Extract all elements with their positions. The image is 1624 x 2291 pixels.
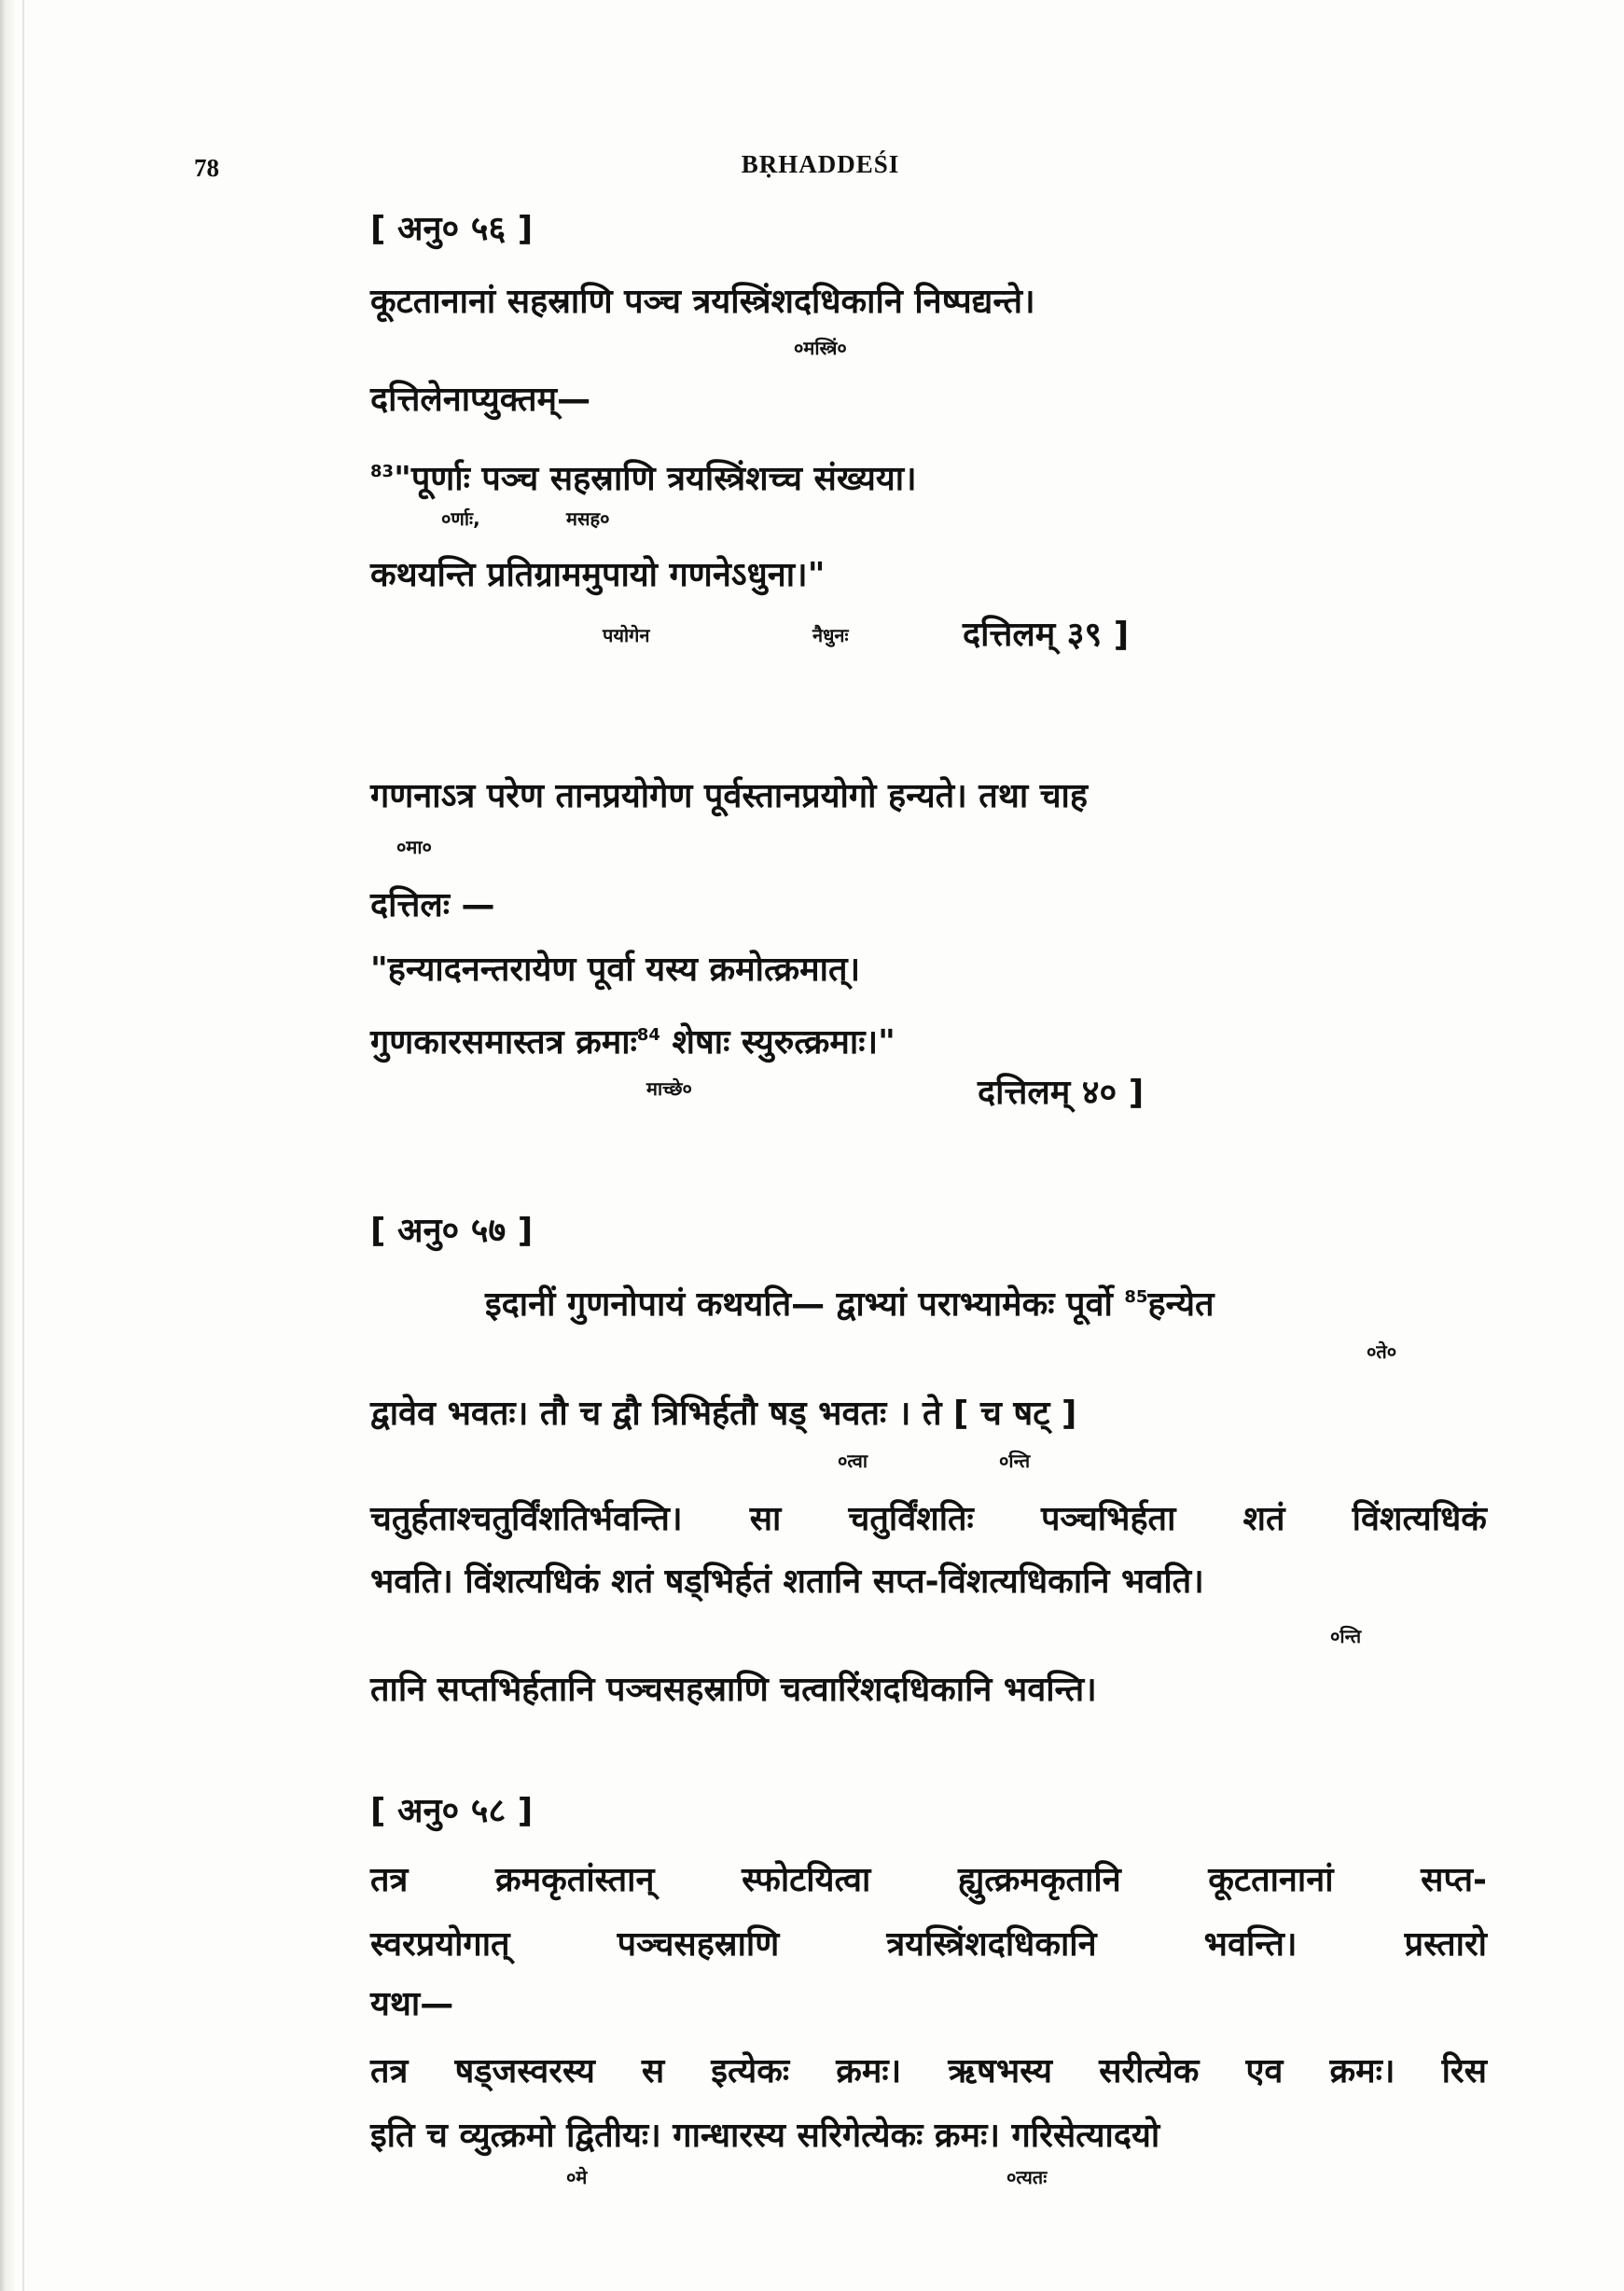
page-number: 78 xyxy=(194,154,219,182)
variant-note: ०मस्त्रिं० xyxy=(794,337,847,359)
word: पञ्चभिर्हता xyxy=(1040,1500,1176,1538)
line-text: हन्येत xyxy=(1147,1285,1215,1324)
verse-text: "पूर्णाः पञ्च सहस्राणि त्रयस्त्रिंशच्च संख्यया। xyxy=(394,460,917,498)
word: इत्येकः xyxy=(711,2052,790,2090)
scan-edge-line xyxy=(22,0,24,2291)
word: पञ्चसहस्राणि xyxy=(617,1925,780,1964)
word: रिस xyxy=(1441,2052,1487,2090)
verse-text: शेषाः स्युरुत्क्रमाः।" xyxy=(659,1023,895,1062)
variant-note: ०मे xyxy=(566,2166,588,2188)
verse-citation: दत्तिलम् ४० ] xyxy=(978,1074,1145,1112)
text-line: यथा— xyxy=(370,1985,454,2023)
verse-line xyxy=(370,1012,895,1066)
variant-note: पयोगेन xyxy=(603,624,650,646)
word: क्रमः। xyxy=(1329,2052,1395,2090)
word: क्रमः। xyxy=(836,2052,902,2090)
word: क्रमकृतांस्तान् xyxy=(494,1861,655,1899)
text-line xyxy=(370,1496,1487,1543)
variant-note: ०मा० xyxy=(396,836,432,858)
word: ह्युत्क्रमकृतानि xyxy=(957,1861,1121,1899)
variant-note: माच्छे० xyxy=(646,1077,692,1100)
text-line: द्वावेव भवतः। तौ च द्वौ त्रिभिर्हतौ षड् भवतः । ते [ च षट् ] xyxy=(370,1395,1077,1433)
speaker-line: दत्तिलः — xyxy=(370,886,495,924)
text-line: दत्तिलेनाप्युक्तम्— xyxy=(370,381,591,419)
variant-note: ०त्यतः xyxy=(1006,2166,1048,2188)
line-text: इदानीं गुणनोपायं कथयति— द्वाभ्यां पराभ्यामेकः पूर्वो xyxy=(485,1285,1125,1324)
section-heading-57: [ अनु० ५७ ] xyxy=(370,1212,534,1250)
binding-shadow xyxy=(0,0,15,2291)
word: तत्र xyxy=(370,1861,409,1899)
word: कूटतानानां xyxy=(1208,1861,1334,1899)
text-line: भवति। विंशत्यधिकं शतं षड्भिर्हतं शतानि सप्त-विंशत्यधिकानि भवति। xyxy=(370,1562,1204,1601)
running-title: BṚHADDEŚI xyxy=(741,150,900,178)
text-line: तानि सप्तभिर्हतानि पञ्चसहस्राणि चत्वारिंशदधिकानि भवन्ति। xyxy=(370,1671,1097,1709)
word: षड्जस्वरस्य xyxy=(454,2052,595,2090)
word: प्रस्तारो xyxy=(1404,1925,1487,1964)
variant-note: ०न्ति xyxy=(999,1450,1031,1472)
variant-note: ०त्वा xyxy=(838,1450,868,1472)
text-line xyxy=(370,1857,1487,1904)
word: सप्त- xyxy=(1421,1861,1487,1899)
word: शतं xyxy=(1242,1500,1285,1538)
variant-note: ०ते० xyxy=(1367,1340,1397,1363)
text-line xyxy=(485,1274,1215,1328)
word: त्रयस्त्रिंशदधिकानि xyxy=(886,1925,1097,1964)
word: स xyxy=(641,2052,665,2090)
word: सा xyxy=(749,1500,782,1538)
word: एव xyxy=(1245,2052,1284,2090)
footnote-ref: 84 xyxy=(636,1025,660,1045)
word: ऋषभस्य xyxy=(948,2052,1053,2090)
footnote-ref: 83 xyxy=(370,462,395,481)
word: तत्र xyxy=(370,2052,409,2090)
text-line: गणनाऽत्र परेण तानप्रयोगेण पूर्वस्तानप्रयोगो हन्यते। तथा चाह xyxy=(370,777,1088,815)
word: चतुर्हताश्चतुर्विंशतिर्भवन्ति। xyxy=(370,1500,683,1538)
verse-text: गुणकारसमास्तत्र क्रमाः xyxy=(370,1023,637,1062)
section-heading-56: [ अनु० ५६ ] xyxy=(370,210,534,248)
variant-note: मसह० xyxy=(566,507,610,530)
section-heading-58: [ अनु० ५८ ] xyxy=(370,1792,534,1830)
word: स्फोटयित्वा xyxy=(742,1861,871,1899)
text-line: इति च व्युत्क्रमो द्वितीयः। गान्धारस्य सरिगेत्येकः क्रमः। गरिसेत्यादयो xyxy=(370,2117,1160,2155)
word: चतुर्विंशतिः xyxy=(848,1500,974,1538)
verse-line: "हन्यादनन्तरायेण पूर्वा यस्य क्रमोत्क्रमात्। xyxy=(370,951,861,989)
variant-note: ०न्ति xyxy=(1330,1625,1362,1647)
word: सरीत्येक xyxy=(1099,2052,1200,2090)
word: भवन्ति। xyxy=(1203,1925,1298,1964)
word: स्वरप्रयोगात् xyxy=(370,1925,510,1964)
word: विंशत्यधिकं xyxy=(1352,1500,1487,1538)
verse-citation: दत्तिलम् ३९ ] xyxy=(963,616,1130,654)
verse-line: कथयन्ति प्रतिग्राममुपायो गणनेऽधुना।" xyxy=(370,556,826,594)
verse-line xyxy=(370,449,917,503)
text-line xyxy=(370,2048,1487,2095)
variant-note: ०र्णाः, xyxy=(441,507,480,530)
text-line: कूटतानानां सहस्राणि पञ्च त्रयस्त्रिंशदधिकानि निष्पद्यन्ते। xyxy=(370,283,1035,321)
variant-note: नैधुनः xyxy=(812,624,849,646)
footnote-ref: 85 xyxy=(1124,1287,1148,1307)
text-line xyxy=(370,1922,1487,1968)
